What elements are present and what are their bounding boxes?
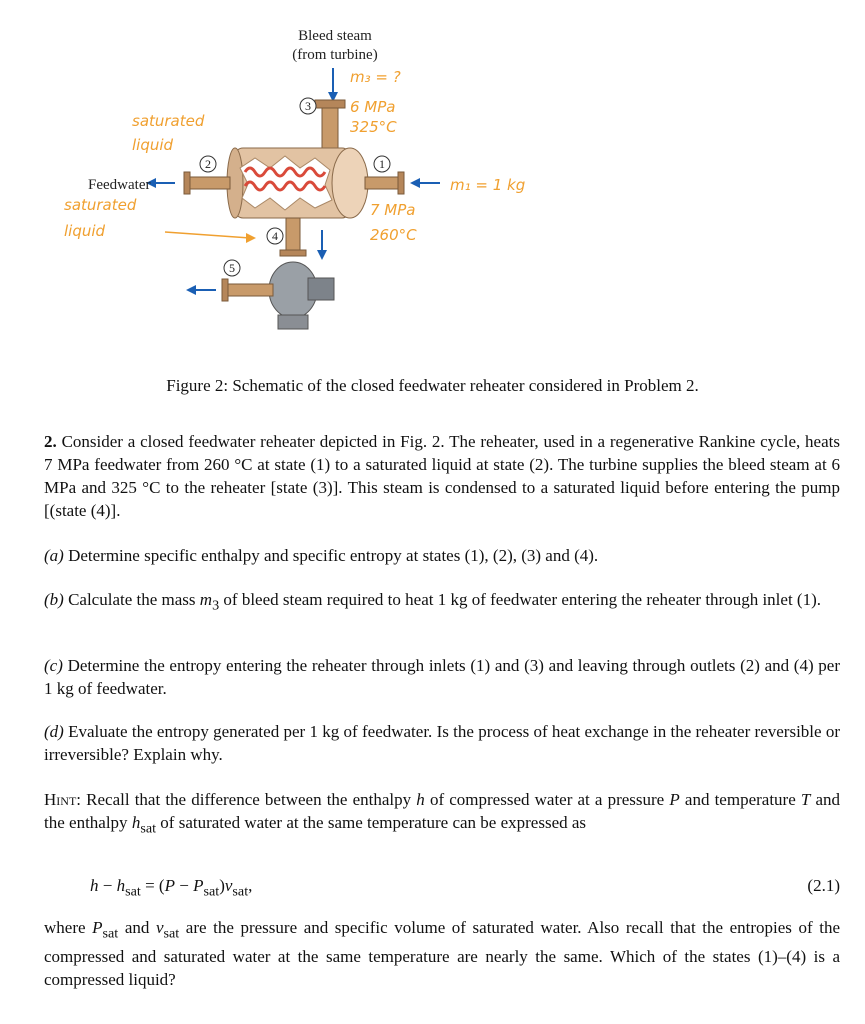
hint-text-5: of saturated water at the same temperature can be expressed as	[160, 813, 587, 832]
problem-number: 2.	[44, 432, 57, 451]
eq-close: )	[219, 876, 225, 895]
hand-m1: m₁ = 1 kg	[450, 176, 526, 194]
part-d-text: Evaluate the entropy generated per 1 kg of feedwater. Is the process of heat exchange in the reheater reversible or irreversible? Explain why.	[44, 722, 840, 764]
equation-number: (2.1)	[807, 876, 840, 895]
state-5-label: 5	[229, 261, 235, 275]
pump-out-arrow-head	[186, 285, 196, 295]
feedwater-label: Feedwater	[88, 177, 151, 193]
hint-sat-sub: sat	[140, 820, 157, 837]
final-P: P	[92, 918, 103, 937]
part-b	[44, 588, 840, 617]
part-a	[44, 544, 840, 567]
eq-equals: = (	[140, 876, 165, 895]
hand-sat-bot-1: saturated	[64, 196, 137, 214]
part-b-text-2: of bleed steam required to heat 1 kg of feedwater entering the reheater through inlet (1).	[223, 590, 821, 609]
final-v: v	[155, 918, 164, 937]
problem-intro	[44, 430, 840, 522]
outlet-pipe-4	[286, 218, 300, 253]
outlet-pipe-5	[225, 284, 273, 296]
hint-text-1: Recall that the difference between the enthalpy	[86, 790, 412, 809]
feedwater-in-arrow-head	[410, 178, 420, 188]
hand-t3: 325°C	[350, 118, 397, 136]
eq-minus: −	[98, 876, 117, 895]
final-text-3: are the pressure and specific volume of saturated water. Also recall that the entropies of the compressed and saturated water at the same temperature are nearly the same. Which of the states (1)–(4) is a compressed liquid?	[44, 918, 841, 990]
eq-comma: ,	[248, 876, 253, 895]
part-b-text-1: Calculate the mass	[68, 590, 196, 609]
final-sat-1: sat	[102, 925, 119, 942]
part-b-m: m	[199, 590, 213, 609]
inlet-flange-1	[398, 172, 404, 194]
part-c-text: Determine the entropy entering the reheater through inlets (1) and (3) and leaving through outlets (2) and (4) per 1 kg of feedwater.	[44, 656, 841, 698]
part-d-label: (d)	[44, 722, 64, 741]
inlet-pipe-3	[322, 105, 338, 150]
part-c	[44, 654, 840, 700]
hand-sat-bot-2: liquid	[64, 222, 106, 240]
state-2-label: 2	[205, 157, 211, 171]
outlet-flange-2	[184, 172, 190, 194]
hand-sat-top-1: saturated	[132, 112, 205, 130]
pump-base	[278, 315, 308, 329]
hint-T: T	[800, 790, 811, 809]
part-c-label: (c)	[44, 656, 63, 675]
hand-arrow-bot	[165, 232, 250, 238]
hint-paragraph	[44, 788, 840, 840]
shell-right-end	[332, 148, 368, 218]
hand-arrow-bot-head	[246, 233, 256, 243]
part-a-text: Determine specific enthalpy and specific entropy at states (1), (2), (3) and (4).	[68, 546, 599, 565]
pump-motor	[308, 278, 334, 300]
eq-h: h	[90, 876, 99, 895]
state-3-label: 3	[305, 99, 311, 113]
figure-caption: Figure 2: Schematic of the closed feedwater reheater considered in Problem 2.	[166, 376, 699, 395]
eq-sat-3: sat	[232, 883, 249, 900]
hint-h: h	[416, 790, 425, 809]
hand-p3: 6 MPa	[350, 98, 396, 116]
inlet-pipe-1	[365, 177, 400, 189]
outlet-flange-4	[280, 250, 306, 256]
part-d	[44, 720, 840, 766]
hint-P: P	[669, 790, 680, 809]
reheater-diagram	[60, 0, 540, 360]
eq-P: P	[164, 876, 175, 895]
equation-2-1	[90, 876, 840, 900]
inlet-flange-3	[315, 100, 345, 108]
eq-minus-2: −	[174, 876, 194, 895]
part-a-label: (a)	[44, 546, 64, 565]
hint-label: Hint:	[44, 790, 81, 809]
outlet-pipe-2	[188, 177, 230, 189]
outlet-flange-5	[222, 279, 228, 301]
hint-text-2: of compressed water at a pressure	[429, 790, 665, 809]
bleed-label-2: (from turbine)	[292, 47, 378, 63]
final-paragraph	[44, 916, 840, 991]
final-text-1: where	[44, 918, 86, 937]
eq-Psat: P	[193, 876, 204, 895]
hand-sat-top-2: liquid	[132, 136, 174, 154]
state-1-label: 1	[379, 157, 385, 171]
final-text-2: and	[124, 918, 150, 937]
eq-v: v	[224, 876, 233, 895]
hand-p1: 7 MPa	[370, 201, 416, 219]
problem-intro-text: Consider a closed feedwater reheater depicted in Fig. 2. The reheater, used in a regenerative Rankine cycle, heats 7 MPa feedwater from 260 °C at state (1) to a saturated liquid at state (2). The turbine supplies the bleed steam at 6 MPa and 325 °C to the reheater [state (3)]. This steam is condensed to a saturated liquid before entering the pump [(state (4)].	[44, 432, 840, 520]
condensate-arrow-head	[317, 250, 327, 260]
hand-t1: 260°C	[370, 226, 417, 244]
final-sat-2: sat	[163, 925, 180, 942]
eq-hsat: h	[116, 876, 126, 895]
bleed-label-1: Bleed steam	[298, 28, 372, 44]
hint-text-3: and temperature	[684, 790, 796, 809]
part-b-label: (b)	[44, 590, 64, 609]
reheater-schematic	[60, 0, 540, 360]
hand-m3: m₃ = ?	[350, 68, 401, 86]
hint-text-4: and the enthalpy	[44, 790, 841, 832]
hint-hsat: h	[131, 813, 141, 832]
state-4-label: 4	[272, 229, 278, 243]
eq-sat-1: sat	[125, 883, 141, 900]
eq-sat-2: sat	[203, 883, 220, 900]
part-b-sub: 3	[212, 597, 220, 614]
